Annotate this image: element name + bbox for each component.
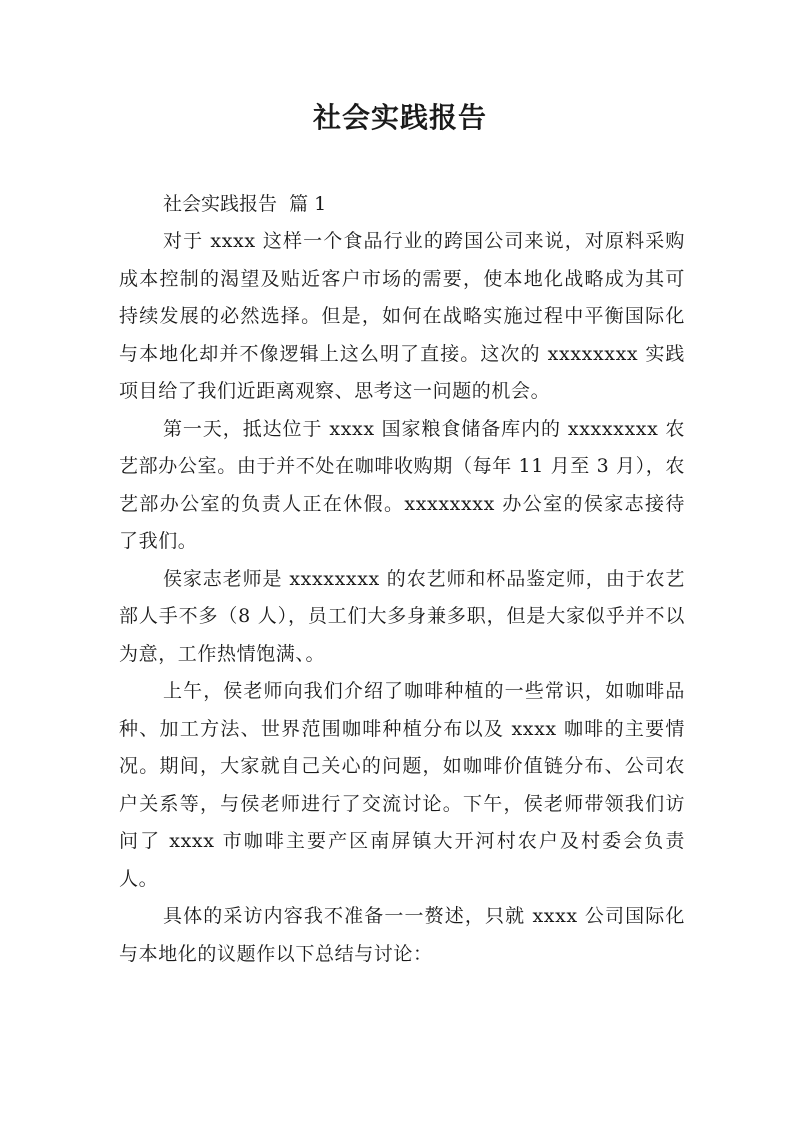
paragraph-2: 第一天，抵达位于 xxxx 国家粮食储备库内的 xxxxxxxx 农艺部办公室。由于并不处在咖啡收购期（每年 11 月至 3 月），农艺部办公室的负责人正在休假。xxxxxxxx 办公室的侯家志接待了我们。	[119, 417, 685, 552]
paragraph-5: 具体的采访内容我不准备一一赘述，只就 xxxx 公司国际化与本地化的议题作以下总结与讨论：	[119, 905, 685, 965]
paragraph-1: 对于 xxxx 这样一个食品行业的跨国公司来说，对原料采购成本控制的渴望及贴近客户市场的需要，使本地化战略成为其可持续发展的必然选择。但是，如何在战略实施过程中平衡国际化与本地化却并不像逻辑上这么明了直接。这次的 xxxxxxxx 实践项目给了我们近距离观察、思考这一问题的机会。	[119, 230, 685, 402]
section-heading: 社会实践报告 篇 1	[163, 193, 327, 215]
paragraph-4: 上午，侯老师向我们介绍了咖啡种植的一些常识，如咖啡品种、加工方法、世界范围咖啡种植分布以及 xxxx 咖啡的主要情况。期间，大家就自己关心的问题，如咖啡价值链分布、公司农户关系等，与侯老师进行了交流讨论。下午，侯老师带领我们访问了 xxxx 市咖啡主要产区南屏镇大开河村农户及村委会负责人。	[119, 680, 685, 890]
paragraph-3: 侯家志老师是 xxxxxxxx 的农艺师和杯品鉴定师，由于农艺部人手不多（8 人），员工们大多身兼多职，但是大家似乎并不以为意，工作热情饱满、。	[119, 567, 685, 665]
document-body	[119, 186, 685, 973]
document-title: 社会实践报告	[312, 101, 487, 134]
